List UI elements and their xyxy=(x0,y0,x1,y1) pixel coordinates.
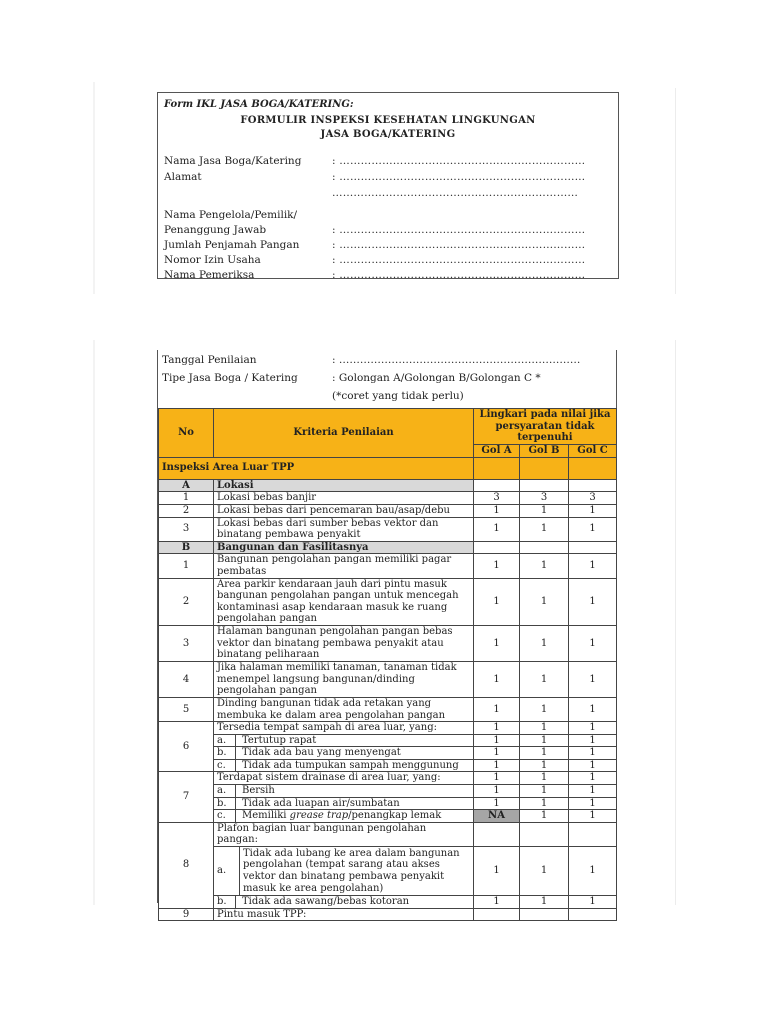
table-row: 6 Tersedia tempat sampah di area luar, yang: 1 1 1 xyxy=(159,722,617,735)
table-row: 1 Bangunan pengolahan pangan memiliki pagar pembatas 1 1 1 xyxy=(159,554,617,578)
table-row: 7 Terdapat sistem drainase di area luar, yang: 1 1 1 xyxy=(159,772,617,785)
section-title: Inspeksi Area Luar TPP xyxy=(159,457,474,479)
field-nama-pengelola: Nama Pengelola/Pemilik/ xyxy=(164,209,298,221)
table-row: 8 Plafon bagian luar bangunan pengolahan pangan: xyxy=(159,822,617,846)
table-row: 3 Halaman bangunan pengolahan pangan bebas vektor dan binatang pembawa penyakit atau binatang peliharaan 1 1 1 xyxy=(159,625,617,661)
form-page-1 xyxy=(95,82,675,294)
table-subrow: a. Bersih 1 1 1 xyxy=(159,785,617,798)
na-cell: NA xyxy=(474,810,520,823)
form-title-line1: FORMULIR INSPEKSI KESEHATAN LINGKUNGAN xyxy=(240,115,536,126)
field-alamat: Alamat : …………………………………………………………… xyxy=(164,171,586,183)
field-penanggung-jawab: Penanggung Jawab : …………………………………………………………… xyxy=(164,224,586,236)
table-subrow: b. Tidak ada sawang/bebas kotoran 1 1 1 xyxy=(159,896,617,909)
field-nama-pemeriksa: Nama Pemeriksa : …………………………………………………………… xyxy=(164,269,586,281)
group-row-b: B Bangunan dan Fasilitasnya xyxy=(159,541,617,554)
table-subrow: a. Tertutup rapat 1 1 1 xyxy=(159,734,617,747)
table-row: 4 Jika halaman memiliki tanaman, tanaman tidak menempel langsung bangunan/dinding pengolahan pangan 1 1 1 xyxy=(159,661,617,697)
field-alamat-line2: …………………………………………………………… xyxy=(332,187,579,199)
header-kriteria: Kriteria Penilaian xyxy=(214,409,474,458)
section-row xyxy=(159,457,617,479)
form-label: Form IKL JASA BOGA/KATERING: xyxy=(164,99,354,110)
criteria-box: Tanggal Penilaian : …………………………………………………………… Tipe Jasa Boga / Katering : Golongan A/Golongan B/Golongan C * (*coret yang tidak perlu) No Kriteria Penilaian Lingkari pada nilai jika persyaratan tidak terpenuhi Gol A Gol B Gol C Inspeksi Area Luar TPP A Lokasi 1 Lokasi bebas banjir 3 3 3 2 Lokasi bebas dari pencemaran bau/asap/debu 1 1 1 3 Lokasi bebas dari sumber bebas vektor dan binatang pembawa penyakit 1 1 1 B Bangunan dan Fasilitasnya 1 Bangunan pengolahan pangan memiliki pagar pembatas 1 1 1 2 Area parkir kendaraan jauh dari pintu masuk bangunan pengolahan pangan untuk mencegah kontaminasi asap kendaraan masuk ke ruang pengolahan pangan 1 1 1 3 Halaman bangunan pengolahan pangan bebas vektor dan binatang pembawa penyakit atau binatang peliharaan 1 1 1 4 Jika halaman memiliki tanaman, tanaman tidak menempel langsung bangunan/dinding pengolahan pangan 1 1 1 5 Dinding bangunan tidak ada retakan yang membuka ke dalam area pengolahan pangan 1 1 1 6 Tersedia tempat sampah di area luar, yang: 1 1 1 a. Tertutup rapat 1 1 1 b. Tidak ada bau yang menyengat 1 1 1 c. Tidak ada tumpukan sampah menggunung 1 1 1 7 Terdapat sistem drainase di area luar, yang: 1 1 1 a. Bersih 1 1 1 b. Tidak ada luapan air/sumbatan 1 1 1 c. Memiliki grease trap/penangkap lemak NA 1 1 8 Plafon bagian luar bangunan pengolahan pangan: a. Tidak ada lubang ke area dalam bangunan pengolahan (tempat sarang atau akses vektor dan binatang pembawa penyakit masuk ke area pengolahan) 1 1 1 b. Tidak ada sawang/bebas kotoran 1 1 1 9 Pintu masuk TPP: xyxy=(157,350,617,903)
header-gol-b: Gol B xyxy=(520,444,569,457)
table-subrow: a. Tidak ada lubang ke area dalam bangunan pengolahan (tempat sarang atau akses vektor dan binatang pembawa penyakit masuk ke area pengolahan) 1 1 1 xyxy=(159,847,617,896)
table-subrow: c. Memiliki grease trap/penangkap lemak NA 1 1 xyxy=(159,810,617,823)
group-row-a: A Lokasi xyxy=(159,479,617,492)
header-gol-a: Gol A xyxy=(474,444,520,457)
field-nama-jasa-boga: Nama Jasa Boga/Katering : …………………………………………………………… xyxy=(164,155,586,167)
header-gol-c: Gol C xyxy=(569,444,617,457)
header-lingkari: Lingkari pada nilai jika persyaratan tidak terpenuhi xyxy=(474,409,617,445)
form-header-box xyxy=(157,92,619,279)
table-row: 2 Lokasi bebas dari pencemaran bau/asap/debu 1 1 1 xyxy=(159,504,617,517)
table-subrow: b. Tidak ada luapan air/sumbatan 1 1 1 xyxy=(159,797,617,810)
table-row: 1 Lokasi bebas banjir 3 3 3 xyxy=(159,492,617,505)
table-row: 3 Lokasi bebas dari sumber bebas vektor dan binatang pembawa penyakit 1 1 1 xyxy=(159,517,617,541)
field-jumlah-penjamah: Jumlah Penjamah Pangan : …………………………………………………………… xyxy=(164,239,586,251)
form-page-2 xyxy=(95,340,675,920)
form-title-line2: JASA BOGA/KATERING xyxy=(320,129,456,140)
table-subrow: c. Tidak ada tumpukan sampah menggunung 1 1 1 xyxy=(159,759,617,772)
table-row: 2 Area parkir kendaraan jauh dari pintu masuk bangunan pengolahan pangan untuk mencegah kontaminasi asap kendaraan masuk ke ruang pengolahan pangan 1 1 1 xyxy=(159,578,617,625)
table-row: 5 Dinding bangunan tidak ada retakan yang membuka ke dalam area pengolahan pangan 1 1 1 xyxy=(159,697,617,721)
header-no: No xyxy=(159,409,214,458)
criteria-table xyxy=(158,408,617,921)
table-subrow: b. Tidak ada bau yang menyengat 1 1 1 xyxy=(159,747,617,760)
table-row: 9 Pintu masuk TPP: xyxy=(159,908,617,921)
field-nomor-izin: Nomor Izin Usaha : …………………………………………………………… xyxy=(164,254,586,266)
